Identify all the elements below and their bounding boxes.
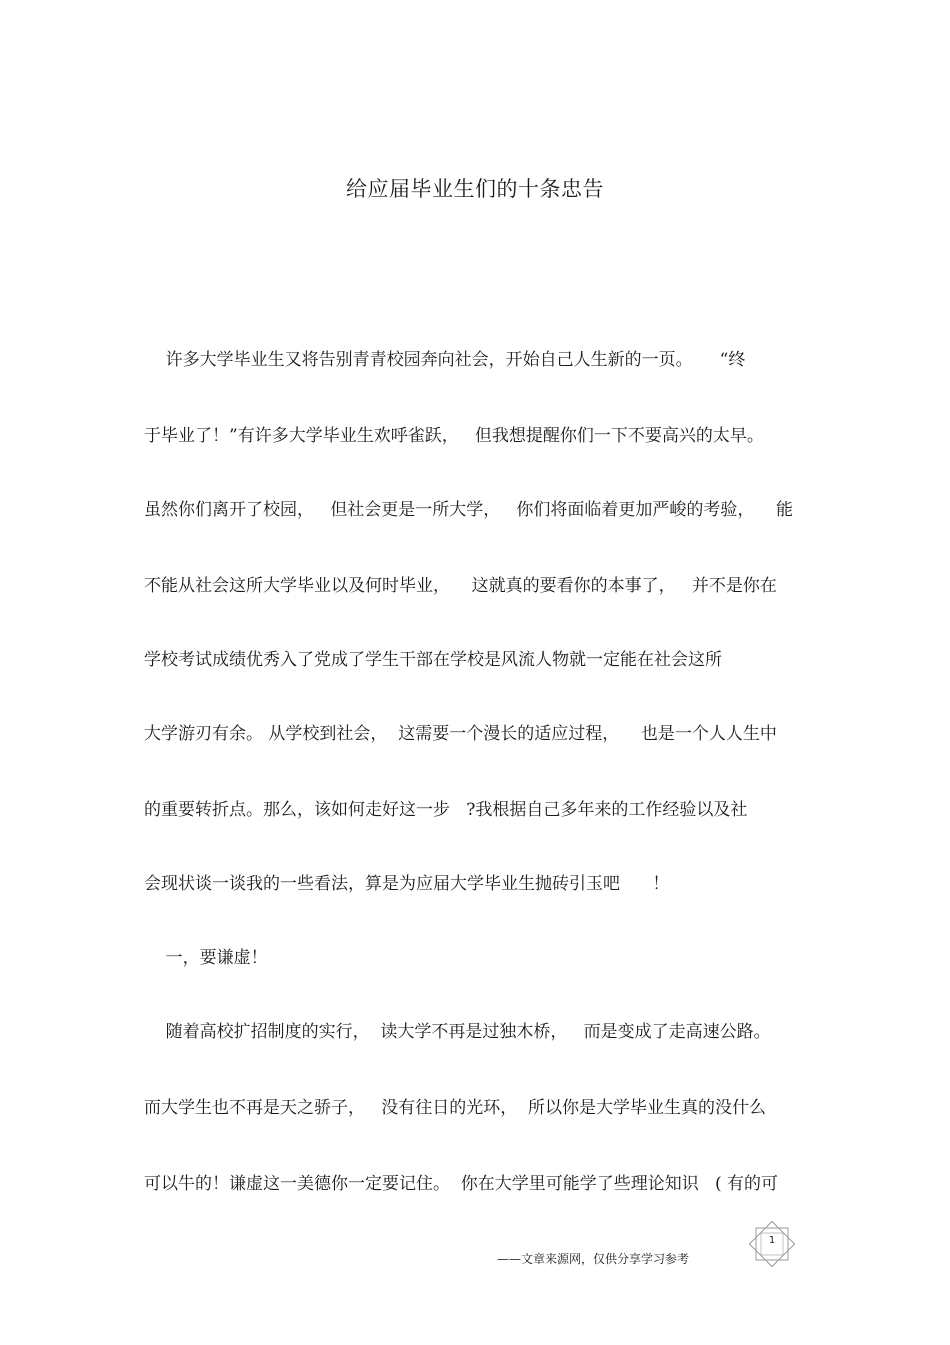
- body-line: 学校考试成绩优秀入了党成了学生干部在学校是风流人物就一定能在社会这所: [144, 650, 722, 670]
- body-line: 许多大学毕业生又将告别青青校园奔向社会，开始自己人生新的一页。 “终: [144, 350, 746, 370]
- page-number-badge: [748, 1220, 796, 1268]
- body-line: 不能从社会这所大学毕业以及何时毕业， 这就真的要看你的本事了， 并不是你在: [144, 576, 777, 596]
- body-line: 虽然你们离开了校园， 但社会更是一所大学， 你们将面临着更加严峻的考验， 能: [144, 500, 794, 520]
- body-line: 的重要转折点。那么，该如何走好这一步 ?我根据自己多年来的工作经验以及社: [144, 800, 748, 820]
- page-number: 1: [768, 1235, 776, 1246]
- body-line: 会现状谈一谈我的一些看法，算是为应届大学毕业生抛砖引玉吧 ！: [144, 874, 670, 894]
- section-heading: 一，要谦虚！: [144, 948, 268, 968]
- body-line: 于毕业了！”有许多大学毕业生欢呼雀跃， 但我想提醒你们一下不要高兴的太早。: [144, 426, 764, 446]
- footer-source-note: ——文章来源网，仅供分享学习参考: [497, 1252, 690, 1266]
- page-title: 给应届毕业生们的十条忠告: [346, 177, 604, 201]
- body-line: 随着高校扩招制度的实行， 读大学不再是过独木桥， 而是变成了走高速公路。: [144, 1022, 771, 1042]
- body-line: 而大学生也不再是天之骄子， 没有往日的光环， 所以你是大学毕业生真的没什么: [144, 1098, 767, 1118]
- body-line: 可以牛的！谦虚这一美德你一定要记住。 你在大学里可能学了些理论知识 ( 有的可: [144, 1174, 779, 1194]
- body-line: 大学游刃有余。 从学校到社会， 这需要一个漫长的适应过程， 也是一个人人生中: [144, 724, 777, 744]
